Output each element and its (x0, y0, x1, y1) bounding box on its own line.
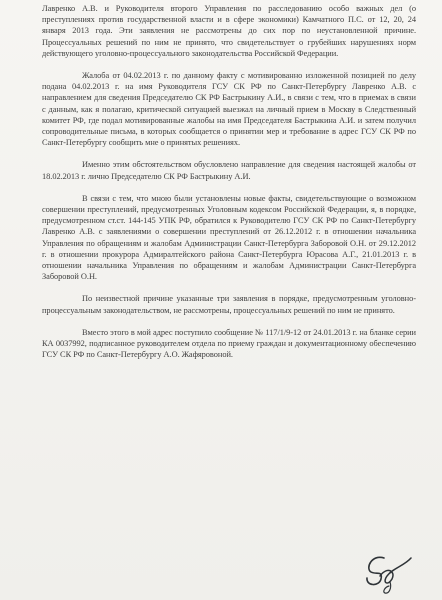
paragraph-6: Вместо этого в мой адрес поступило сообщение № 117/1/9-12 от 24.01.2013 г. на бланке серии КА 0037992, подписанное руководителем отдела по приему граждан и документационному обеспечению ГСУ СК РФ по Санкт-Петербургу А.О. Жафяровоной. (42, 327, 416, 360)
paragraph-3: Именно этим обстоятельством обусловлено направление для сведения настоящей жалобы от 18.02.2013 г. лично Председателю СК РФ Бастрыкину А.И. (42, 160, 416, 181)
handwritten-signature (358, 552, 418, 596)
paragraph-2: Жалоба от 04.02.2013 г. по данному факту с мотивированно изложенной позицией по делу подана 04.02.2013 г. на имя Руководителя ГСУ СК РФ по Санкт-Петербургу Лавренко А.В. с направлением для сведения Председателю СК РФ Бастрыкину А.И., в связи с тем, что в приемах в связи с данным, как я полагаю, критической ситуацией выезжал на личный прием в Москву в Следственный комитет РФ, где подал мотивированные жалобы на имя Председателя Бастрыкина А.И. и затем получил сопроводительные письма, в которых сообщается о принятии мер и требование в адрес ГСУ СК РФ по Санкт-Петербургу сообщить мне о принятых решениях. (42, 71, 416, 148)
paragraph-4: В связи с тем, что мною были установлены новые факты, свидетельствующие о возможном совершении преступлений, предусмотренных Уголовным кодексом Российской Федерации, я, в порядке, предусмотренном ст.ст. 144-145 УПК РФ, обратился к Руководителю ГСУ СК РФ по Санкт-Петербургу Лавренко А.В. с заявлениями о совершении преступлений от 26.12.2012 г. в отношении начальника Управления по обращениям и жалобам Администрации Санкт-Петербурга Заборовой О.Н. от 29.12.2012 г. в отношении прокурора Адмиралтейского района Санкт-Петербурга Юрасова А.Г., 21.01.2013 г. в отношении начальника Управления по обращениям и жалобам Администрации Санкт-Петербурга Заборовой О.Н. (42, 193, 416, 282)
paragraph-1: Лавренко А.В. и Руководителя второго Управления по расследованию особо важных дел (о преступлениях против государственной власти и в сфере экономики) Камчатного П.С. от 12, 20, 24 января 2013 года. Эти заявления не рассмотрены до сих пор по неустановленной причине. Процессуальных решений по ним не принято, что свидетельствует о грубейших нарушениях норм действующего уголовно-процессуального законодательства Российской Федерации. (42, 4, 416, 58)
paragraph-5: По неизвестной причине указанные три заявления в порядке, предусмотренным уголовно-процессуальным законодательством, не рассмотрены, процессуальных решений по ним не принято. (42, 294, 416, 315)
